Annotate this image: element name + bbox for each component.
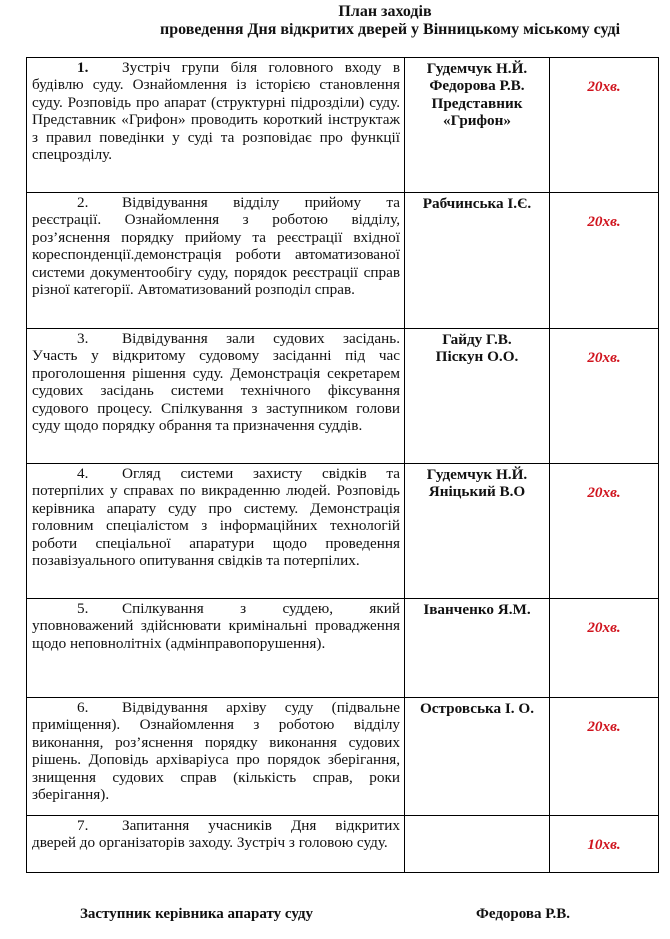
- duration-cell: [550, 58, 659, 193]
- event-number: 4.: [77, 465, 89, 482]
- event-number: 5.: [77, 600, 89, 617]
- signatory-position: Заступник керівника апарату суду: [80, 906, 313, 922]
- responsible-cell: [405, 698, 550, 816]
- event-number: 7.: [77, 817, 89, 834]
- event-text: Відвідування відділу прийому та реєстрації. Ознайомлення з роботою відділу, роз’яснення порядку прийому та реєстрації вхідної кореспонденції.демонстрація роботи автоматизованої системи документообігу суду, порядок реєстрації справ різної категорії. Автоматизований розподіл справ.: [32, 194, 400, 299]
- document-subtitle: проведення Дня відкритих дверей у Вінницькому міському суді: [159, 21, 621, 38]
- duration-cell: [550, 816, 659, 873]
- event-number: 6.: [77, 699, 89, 716]
- responsible-cell: [405, 599, 550, 698]
- event-text: Відвідування архіву суду (підвальне приміщення). Ознайомлення з роботою відділу виконання, роз’яснення порядку виконання судових рішень. Доповідь архіваріуса про порядок зберігання, знищення судових справ (кількість справ, роки зберігання).: [32, 699, 400, 804]
- table-row: [27, 329, 659, 464]
- responsible-person: Гайду Г.В.: [442, 331, 512, 348]
- responsible-person: Гудемчук Н.Й.: [426, 60, 528, 77]
- duration: 20хв.: [587, 78, 621, 95]
- responsible-person: Представник «Грифон»: [431, 94, 523, 130]
- responsible-person: Гудемчук Н.Й.: [426, 466, 528, 483]
- responsible-person: Федорова Р.В.: [429, 77, 525, 95]
- event-description: [27, 193, 405, 329]
- duration-cell: [550, 698, 659, 816]
- event-text: Огляд системи захисту свідків та потерпілих у справах по викраденню людей. Розповідь керівника апарату суду про систему. Демонстрація головним спеціалістом з інформаційних технологій роботи спеціальної апаратури щодо проведення позавізуального опитування свідків та потерпілих.: [32, 465, 400, 570]
- event-text: Запитання учасників Дня відкритих дверей до організаторів заходу. Зустріч з головою суду.: [32, 817, 400, 852]
- event-description: [27, 464, 405, 599]
- table-row: [27, 58, 659, 193]
- duration-cell: [550, 329, 659, 464]
- responsible-person: Островська І. О.: [419, 700, 535, 717]
- duration: 10хв.: [587, 836, 621, 853]
- responsible-cell: [405, 58, 550, 193]
- document-title: План заходів: [338, 3, 432, 20]
- responsible-cell: [405, 464, 550, 599]
- event-number: 1.: [77, 59, 89, 76]
- event-number: 2.: [77, 194, 89, 211]
- event-text: Спілкування з суддею, який уповноважений здійснювати кримінальні провадження щодо неповнолітніх (адмінправопорушення).: [32, 600, 400, 652]
- event-description: [27, 698, 405, 816]
- responsible-cell: [405, 329, 550, 464]
- event-description: [27, 816, 405, 873]
- event-text: Зустріч групи біля головного входу в будівлю суду. Ознайомлення із історією становлення суду. Розповідь про апарат (структурні підрозділи) суду. Представник «Грифон» проводить короткий інструктаж з правил поведінки у суді та розповідає про функції спецрозділу.: [32, 59, 400, 164]
- duration: 20хв.: [587, 718, 621, 735]
- duration-cell: [550, 599, 659, 698]
- signatory-name: Федорова Р.В.: [476, 906, 571, 922]
- duration-cell: [550, 193, 659, 329]
- table-row: [27, 698, 659, 816]
- duration: 20хв.: [587, 349, 621, 366]
- event-number: 3.: [77, 330, 89, 347]
- events-table: [26, 57, 659, 873]
- responsible-person: Яніцький В.О: [428, 483, 526, 501]
- duration: 20хв.: [587, 619, 621, 636]
- responsible-cell: [405, 816, 550, 873]
- event-description: [27, 329, 405, 464]
- table-row: [27, 599, 659, 698]
- table-row: [27, 816, 659, 873]
- responsible-cell: [405, 193, 550, 329]
- event-description: [27, 599, 405, 698]
- responsible-person: Піскун О.О.: [435, 348, 519, 366]
- responsible-person: Рабчинська І.Є.: [422, 195, 532, 212]
- event-text: Відвідування зали судових засідань. Участь у відкритому судовому засіданні під час проголошення рішення суду. Демонстрація секретарем судових засідань системи технічного фіксування судового процесу. Спілкування з заступником голови суду щодо порядку обрання та призначення суддів.: [32, 330, 400, 435]
- duration: 20хв.: [587, 484, 621, 501]
- responsible-person: Іванченко Я.М.: [423, 601, 531, 618]
- table-row: [27, 464, 659, 599]
- event-description: [27, 58, 405, 193]
- table-row: [27, 193, 659, 329]
- duration: 20хв.: [587, 213, 621, 230]
- duration-cell: [550, 464, 659, 599]
